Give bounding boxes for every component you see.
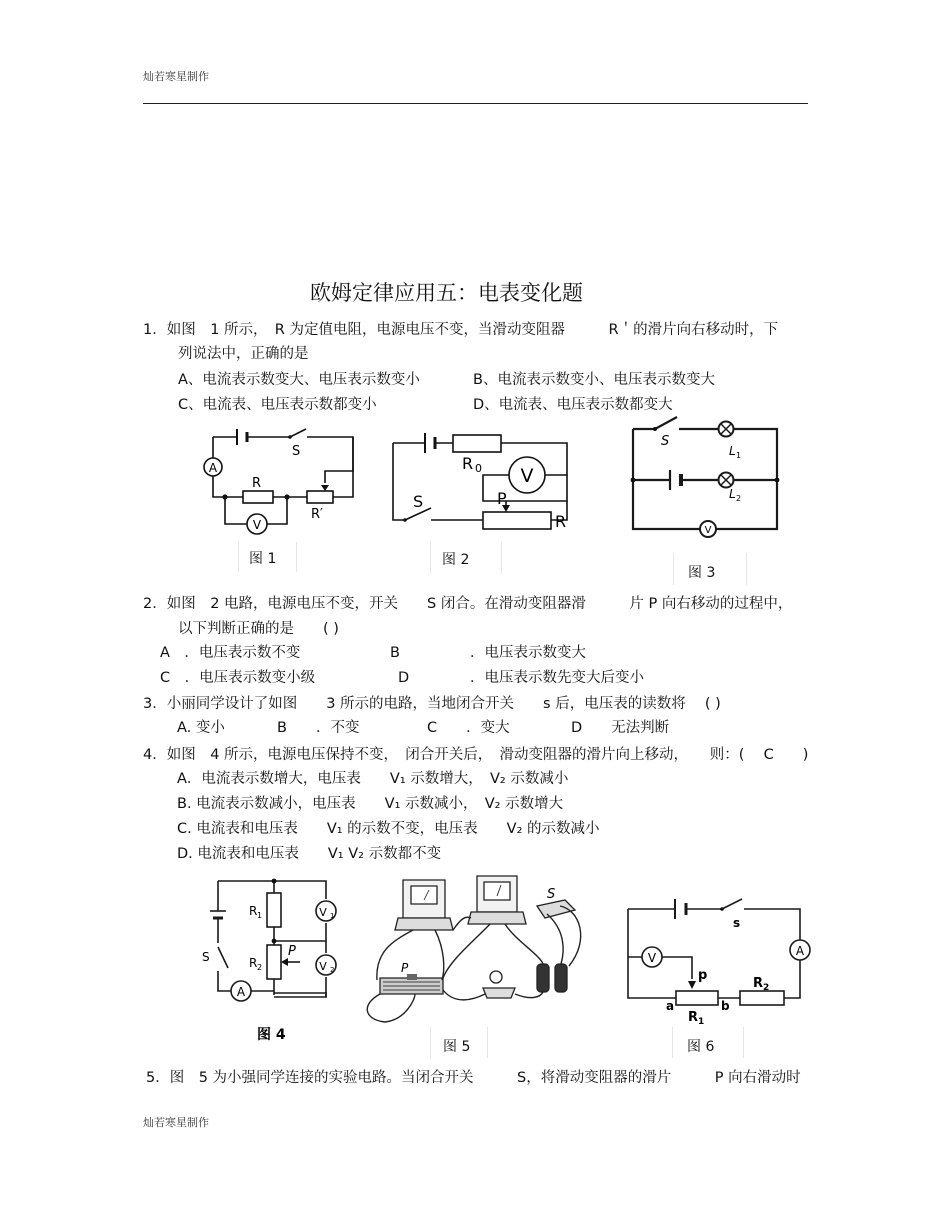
- fig5-slider-label: P: [401, 961, 409, 975]
- fig6-ammeter-label: A: [795, 944, 805, 958]
- fig4-r1-subscript: 1: [257, 911, 263, 920]
- fig3-lamp2-label: L: [729, 487, 736, 501]
- fig3-lamp1-label: L: [729, 444, 736, 458]
- fig6-r1-subscript: 1: [698, 1017, 705, 1027]
- fig1-voltmeter-label: V: [252, 518, 262, 532]
- q3-option-a: A. 变小: [177, 720, 225, 736]
- q3-stem: 3．小丽同学设计了如图 3 所示的电路，当地闭合开关 s 后，电压表的读数将 ( ): [143, 696, 721, 712]
- figure-5-apparatus: [365, 870, 590, 1030]
- fig4-r2-subscript: 2: [257, 963, 263, 972]
- fig3-switch-label: S: [661, 434, 670, 449]
- q2-option-b: ．电压表示数变大: [470, 645, 586, 661]
- q4-option-c: C. 电流表和电压表 V₁ 的示数不变，电压表 V₂ 的示数减小: [177, 821, 600, 837]
- figure-1-circuit: [195, 425, 370, 545]
- q2-option-c: C ．电压表示数变小级: [160, 670, 316, 686]
- figure-4-caption: 图 4: [257, 1027, 286, 1043]
- fig1-rheostat-label: R′: [311, 507, 323, 522]
- fig4-r2-label: R: [249, 956, 258, 970]
- fig2-r0-label: R: [462, 454, 474, 473]
- q2-option-d-letter: D: [398, 670, 410, 686]
- fig1-switch-label: S: [292, 444, 301, 459]
- figure-3-caption: 图 3: [688, 565, 716, 581]
- q1-stem-line2: 列说法中，正确的是: [178, 346, 309, 362]
- page-header: 灿若寒星制作: [143, 70, 209, 83]
- q4-stem: 4．如图 4 所示，电源电压保持不变， 闭合开关后， 滑动变阻器的滑片向上移动， 则：( C ): [143, 747, 809, 763]
- figure-3-circuit: [625, 415, 790, 550]
- fig4-r1-label: R: [249, 904, 258, 918]
- q4-option-a: A．电流表示数增大，电压表 V₁ 示数增大， V₂ 示数减小: [177, 771, 569, 787]
- page-title: 欧姆定律应用五：电表变化题: [310, 281, 583, 305]
- q3-option-d: D 无法判断: [571, 720, 670, 736]
- fig1-ammeter-label: A: [208, 461, 218, 475]
- q2-option-b-letter: B: [390, 645, 400, 661]
- fig2-rheostat-label: R: [555, 512, 567, 531]
- figure-6-circuit: [620, 895, 815, 1025]
- fig4-switch-label: S: [202, 950, 210, 964]
- fig2-r0-subscript: 0: [475, 462, 482, 475]
- fig3-lamp1-subscript: 1: [736, 451, 742, 460]
- q3-option-c: C ．变大: [427, 720, 510, 736]
- q5-stem: 5．图 5 为小强同学连接的实验电路。当闭合开关 S，将滑动变阻器的滑片 P 向右滑动时: [146, 1070, 801, 1086]
- q2-stem-line2: 以下判断正确的是 ( ): [178, 621, 339, 637]
- fig4-ammeter-label: A: [236, 985, 246, 999]
- fig2-slider-label: P: [497, 489, 507, 508]
- fig6-end-b-label: b: [721, 999, 730, 1013]
- fig6-voltmeter-label: V: [647, 951, 657, 965]
- fig6-r2-subscript: 2: [763, 983, 770, 993]
- fig4-slider-label: P: [288, 944, 296, 959]
- fig3-voltmeter-label: V: [704, 525, 712, 536]
- q1-option-b: B、电流表示数变小、电压表示数变大: [473, 372, 715, 388]
- fig2-switch-label: S: [413, 492, 424, 511]
- q1-option-c: C、电流表、电压表示数都变小: [178, 397, 377, 413]
- q1-stem-line1: 1．如图 1 所示， R 为定值电阻，电源电压不变，当滑动变阻器 R＇的滑片向右移动时，下: [143, 322, 779, 338]
- figure-1-caption: 图 1: [249, 551, 277, 567]
- fig4-v1-label: V: [319, 906, 327, 919]
- fig3-lamp2-subscript: 2: [736, 494, 742, 503]
- fig2-voltmeter-label: V: [520, 465, 534, 487]
- fig1-resistor-label: R: [252, 476, 262, 491]
- fig5-switch-label: S: [547, 887, 556, 902]
- figure-4-circuit: [200, 875, 350, 1050]
- fig4-v2-subscript: 2: [330, 966, 335, 974]
- page-footer: 灿若寒星制作: [143, 1116, 209, 1129]
- figure-6-caption: 图 6: [687, 1039, 715, 1055]
- fig6-end-a-label: a: [666, 999, 675, 1013]
- q2-stem-line1: 2．如图 2 电路，电源电压不变，开关 S 闭合。在滑动变阻器滑 片 P 向右移动的过程中，: [143, 596, 793, 612]
- q4-option-b: B. 电流表示数减小，电压表 V₁ 示数减小， V₂ 示数增大: [177, 796, 564, 812]
- q4-option-d: D. 电流表和电压表 V₁ V₂ 示数都不变: [177, 846, 442, 862]
- figure-2-caption: 图 2: [442, 552, 470, 568]
- fig4-v2-label: V: [319, 960, 327, 973]
- fig6-switch-label: s: [733, 916, 741, 930]
- header-divider: [143, 103, 808, 104]
- q1-option-d: D、电流表、电压表示数都变大: [473, 397, 673, 413]
- figure-5-caption: 图 5: [443, 1039, 471, 1055]
- q1-option-a: A、电流表示数变大、电压表示数变小: [178, 372, 420, 388]
- q2-option-d: ．电压表示数先变大后变小: [470, 670, 644, 686]
- fig4-v1-subscript: 1: [330, 912, 335, 920]
- fig6-slider-label: p: [698, 968, 708, 983]
- figure-2-circuit: [385, 425, 585, 540]
- fig6-r2-label: R: [753, 976, 764, 991]
- fig6-r1-label: R: [688, 1010, 699, 1025]
- q2-option-a: A ．电压表示数不变: [160, 645, 301, 661]
- q3-option-b: B ．不变: [277, 720, 360, 736]
